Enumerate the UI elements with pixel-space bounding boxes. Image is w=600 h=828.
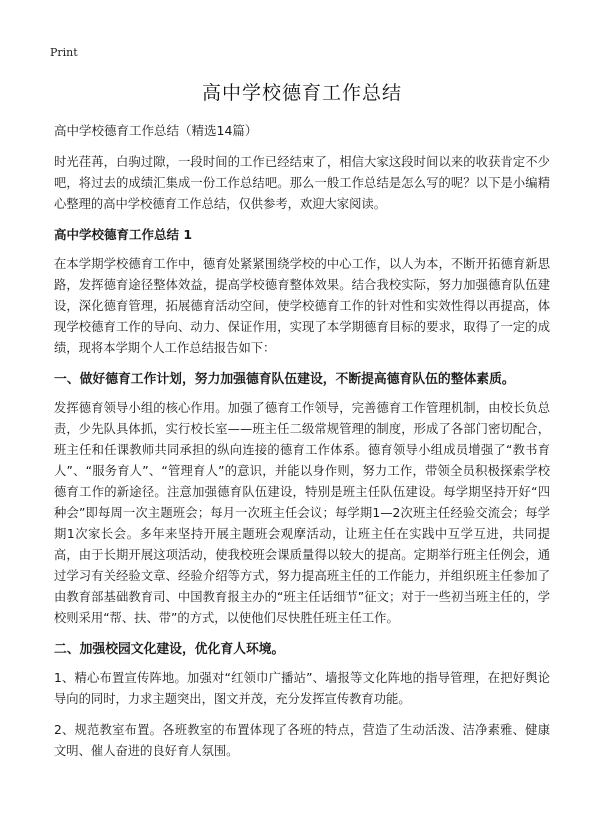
page-title: 高中学校德育工作总结 (201, 82, 402, 104)
heading-part-one: 一、做好德育工作计划，努力加强德育队伍建设，不断提高德育队伍的整体素质。 (54, 372, 515, 387)
document-body (54, 78, 550, 772)
part-one-paragraph: 发挥德育领导小组的核心作用。加强了德育工作领导，完善德育工作管理机制，由校长负总责，少先队具体抓，实行校长室——班主任二级常规管理的制度，形成了各部门密切配合，班主任和任课教师共同承担的纵向连接的德育工作体系。德育领导小组成员增强了“教书育人”、“服务育人”、“管理育人”的意识，并能以身作则，努力工作，带领全员积极探索学校德育工作的新途径。注意加强德育队伍建设，特别是班主任队伍建设。每学期坚持开好“四种会”即每周一次主题班会；每月一次班主任会议；每学期1—2次班主任经验交流会；每学期1次家长会。多年来坚持开展主题班会观摩活动，让班主任在实践中互学互进，共同提高，由于长期开展这项活动，使我校班会课质量得以较大的提高。定期举行班主任例会，通过学习有关经验文章、经验介绍等方式，努力提高班主任的工作能力，并组织班主任参加了由教育部基础教育司、中国教育报主办的“班主任话细节”征文；对于一些初当班主任的，学校则采用“帮、扶、带”的方式，以使他们尽快胜任班主任工作。 (54, 401, 550, 625)
intro-paragraph: 时光荏苒，白驹过隙，一段时间的工作已经结束了，相信大家这段时间以来的收获肯定不少吧，将过去的成绩汇集成一份工作总结吧。那么一般工作总结是怎么写的呢？以下是小编精心整理的高中学校德育工作总结，仅供参考，欢迎大家阅读。 (54, 155, 550, 211)
part-two-item-1: 1、精心布置宣传阵地。加强对“红领巾广播站”、墙报等文化阵地的指导管理，在把好舆论导向的同时，力求主题突出，图文并茂，充分发挥宣传教育功能。 (54, 671, 550, 706)
section-1-paragraph: 在本学期学校德育工作中，德育处紧紧围绕学校的中心工作，以人为本，不断开拓德育新思路，发挥德育途径整体效益，提高学校德育整体效果。结合我校实际，努力加强德育队伍建设，深化德育管理，拓展德育活动空间，使学校德育工作的针对性和实效性得以再提高，体现学校德育工作的导向、动力、保证作用，实现了本学期德育目标的要求，取得了一定的成绩，现将本学期个人工作总结报告如下： (54, 257, 550, 355)
document-subtitle: 高中学校德育工作总结（精选14篇） (54, 123, 258, 138)
part-two-item-2: 2、规范教室布置。各班教室的布置体现了各班的特点，营造了生动活泼、洁净素雅、健康文明、催人奋进的良好育人氛围。 (54, 723, 550, 758)
section-1-heading: 高中学校德育工作总结 1 (54, 227, 193, 242)
heading-part-two: 二、加强校园文化建设，优化育人环境。 (54, 642, 285, 657)
print-label: Print (50, 46, 78, 59)
